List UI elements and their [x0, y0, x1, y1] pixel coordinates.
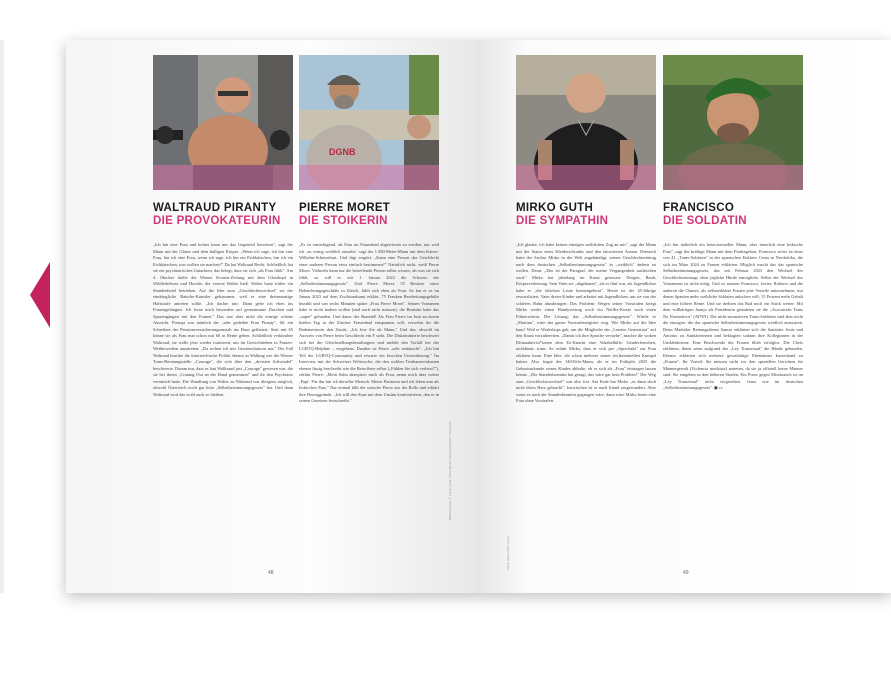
name-heading-waltraud [153, 202, 313, 228]
portrait-photo-mirko [516, 55, 656, 190]
body-text-francisco: „Ich bin äußerlich ein heterosexueller Mann, aber innerlich eine lesbische Frau", sagt der kräftige Mann mit dem Fünftagebart. Francisco zeiter ist einer von 41 „Trans-Soldaten" in der spanischen Enklave Ceuta in Nordafrika, die sich im März 2024 zu Frauen erklärten. Möglich macht das das spanische Selbstbestimmungsgesetz, das seit Februar 2023 den Wechsel des Geschlechtseintrags ohne jegliche Hürde ermöglicht. Selbst der Wechsel des Vornamens ist nicht nötig. Und so nutzten Francisco, Javier, Roberto und die anderen die Chance, als selbsterklärte Frauen jene Vorteile mitzunehmen, mit denen Spanien mehr weibliche Soldaten anlocken will: 15 Prozent mehr Gehalt und eine höhere Rente. Und sie drehten das Rad noch ein Stück weiter: Mit dem vollbärtigen Juanjo als Präsidentin gründeten sie die „Asociación Trans No Normativos" (ATNN). Die nicht-normativen Trans-Soldaten sind aber nicht die einzigen, die das spanische Selbstbestimmungsgesetz weidlich ausnutzen. Beim Madrider Rettungsdienst Samur erklärten sich die Sanitäter Jesús und Antonio zu Sanitäterinnen und beklagten sodann ihre Kolleginnen in der Umkleidezone. Eine Beschwerde der Frauen blieb erfolglos. Die Chefs erklärten, ihnen seien aufgrund des „Ley Transexual" die Hände gebunden. Ebenso erklärten sich mehrere gewalttätige Ehemänner kurzerhand zu „Frauen". Ihr Vorteil: Sie müssen nicht vor den speziellen Gerichten für Männergewalt (Violencia machista) antreten, da sie ja offiziell keine Männer sind. Sie entgehen so den höheren Strafen. Ein Posse gegen Missbrauch ist im „Ley Transexual" nicht vorgesehen. Ganz wie im deutschen „Selbstbestimmungsgesetz". ◼ cc [663, 242, 803, 390]
person-role: DIE PROVOKATEURIN [153, 215, 281, 227]
magazine-spread [66, 40, 891, 593]
svg-text:DGNB: DGNB [329, 147, 356, 157]
portrait-photo-waltraud [153, 55, 293, 190]
name-heading-francisco [663, 202, 823, 228]
person-role: DIE SOLDATIN [663, 215, 747, 227]
person-name: MIRKO GUTH [516, 202, 594, 214]
person-name: PIERRE MORET [299, 202, 391, 214]
name-heading-pierre [299, 202, 459, 228]
previous-page-arrow[interactable] [30, 262, 50, 328]
person-name: FRANCISCO [663, 202, 735, 214]
photo-credit-left: Bildnachweise: © Fotos: privat, Pierre Moret / Gian Ehrenzeller / Keystone [448, 421, 452, 520]
page-number-right: 49 [683, 570, 689, 576]
body-text-waltraud: „Ich bin eine Frau und keiner kann mir das Gegenteil beweisen", sagt der Mann mit der Glatze und dem bulligen Körper. „Wenn ich sage, ich bin eine Frau, bin ich eine Frau, wenn ich sage, ich bin ein Eichkätzchen, bin ich ein Eichkätzchen, was wollen sie machen?" Da hat Waltraud Recht. Schließlich hat sie ein psychiatrisches Gutachten, das belegt, dass sie sich „als Frau fühlt". Am 4. Oktober titelte die Wiener Kronen-Zeitung mit dem Glotzkopf in Wildlederhose und Hoodie, der vorerst Walter hieß. Walter hatte früher ein Stundenhotel betrieben. Auf die Idee zum „Geschlechtswechsel" sei der eindringliche Ratsche-Künstler gekommen, weil er eine dreimonatige Haftstrafe antreten sollte. „Ich dachte mir: Dann gehe ich eben ins Frauengefängnis. Ich freue mich besonders auf gemeinsame Duschen und Spaziergängen mit den Frauen." Das war aber nicht die einzige schöne Aussicht. Prompt war nämlich der „sehr gedeihte Frau Piranty", 60, ein Schreiben der Pensionsversicherungsanstalt ins Haus geflattert: Statt mit 65 könne sie als Frau nun schon mit 60 in Rente gehen. Schließlich verkündete Waltraud, sie wolle jetzt wieder trainieren, um im Gewichtheben in Frauen-Wettbewerben anzutreten: „Da rechne ich mir Gewinnchancen aus." Der Fall Waltraud brachte die österreichische Politik ebenso in Wallung wie die Wiener Trans-Beratungsstelle „Courage", die sich über den „dreisten Schwindel" beschwerte. Dumm nur, dass es laut Walltraud just „Courage" gewesen war, die sie bei ihrem „Coming Out an der Hand genommen" und ihr den Psychiater vermittelt hatte. Die Wandlung von Walter zu Waltraud war übrigens möglich, obwohl Österreich noch gar kein „Selbstbestimmungsgesetz" hat. Und dann Waltraud wird das wohl auch so bleiben. [153, 242, 293, 397]
previous-page-edge [0, 40, 4, 593]
right-page [478, 40, 891, 593]
portrait-photo-pierre [299, 55, 439, 190]
page-number-left: 48 [268, 570, 274, 576]
person-name: WALTRAUD PIRANTY [153, 202, 277, 214]
body-text-mirko: „Ich glaube, ich habe keinen einzigen weiblichen Zug an mir", sagt der Mann mit der Statur eines Kleiderschranks und den tätowierten Armen. Dennoch hatte der Sachse Mirko in der Welt angekündigt, seinen Geschlechtseintrag nach dem deutschen „Selbstbestimmungsgesetz" in „weiblich" ändern zu wollen. Denn: „Das ist der Paragraf, der meine Vergangenheit auslöschen wird." Mirko hat jahrelang im Knast gesessen: Drogen, Raub, Körperverletzung. Sein Vater sei „abgehauen", als er fünf war, als Jugendlicher habe er „die falschen Leute kennengelernt". Heute ist der 45-Jährige resozialisiert, Vater dreier Kinder und arbeitet mit Jugendlichen, um sie von der schiefen Bahn abzubringen. Das Problem: Wegen seiner Vorstrafen kriegt Mirko weder einen Handyvertrag noch ein Netflix-Konto noch einen Führerschein. Die Lösung: das „Selbstbestimmungsgesetz". Würde er „Martina", wäre das ganze Vorstrafenregister weg. Wie Mirko auf die Idee kam? Weil er Workshops gab, um die Mitglieder der „Letzten Generation" auf den Knast vorzubereiten. „Damit ich ihre Sprache verstehe", machte die woken Klimaaktivist*innen dem Ex-Knacki eine Vokabelhilfe: Genderfernchen, nichtbinär, trans. So erfuhr Mirko, dass er sich per „Sprechakt" zur Frau erklären kann. Eine Idee, die schon mehrere seiner (ex)kriminellen Kumpel hatten. Also fragte der 140-Kilo-Mann, als er im Frühjahr 2025 die Geburtsurkunde seines Kindes abholte, ob er sich als „Frau" eintragen lassen könne. „Die Standesbeamtin hat gesagt, das wäre gar kein Problem!" Der Weg zum „Geschlechtswechsel" war also frei. Am Ende hat Mirko „es dann doch nicht übers Herz gebracht". Inzwischen ist er nach Irland ausgewandert. Aber wenn es nach der Standesbeamtin gegangen wäre, dann wäre Mirko heute eine Frau ohne Vorstrafen. [516, 242, 656, 403]
person-role: DIE STOIKERIN [299, 215, 388, 227]
left-page [66, 40, 478, 593]
person-role: DIE SYMPATHIN [516, 215, 609, 227]
body-text-pierre: „Es ist erniedrigend, als Frau im Frauenbad abgewiesen zu werden, nur weil ich ‚zu wenig weiblich aussehe', sagt der 1.500-Meter-Mann mit dem Kaiser-Wilhelm-Schnurrbart. Und fügt empört: „Kann eine Person das Geschlecht einer anderen Person etwa einfach bestimmen?" Natürlich nicht, weiß Pierre Moret. Vielmehr kann nur die betreffende Person selbst wissen, als was sie sich fühlt, so will es seit 1. Januar 2022 die Schweiz der „Selbstbestimmungsgesetz". Und Pierre Moret, 55 Besitzer eines Beleuchtungsgeschäfts in Zürich, fühlt sich eben als Frau. So hat er es im Januar 2023 auf dem Zivilstandsamt erklärt, 75 Franken Bearbeitungsgebühr bezahlt und war sechs Minuten später „Frau Pierre Moret". Seinen Vornamen habe er nicht ändern wollen (und auch nicht müssen), die Beamtin habe das „super" gefunden. Und dann: der Skandal! Als Frau Pierre im Juni an einem heißen Tag in der Zürcher Frauenbad entspannen will, verwehrt ihr die Bademeisterin den Zutritt. „Ich lese Sie als Mann." Und das, obwohl im Ausweis von Pierre beim Geschlecht ein F steht. Die Diskriminierte beschwert sich bei der Gleichstellungsbeauftragten und meldet den Vorfall bei der LGBTQ-Helpline – vergebens. Daraber ist Pierre „sehr enttäuscht". „Ich bin Teil der LGBTQ-Community und erwarte ein bisschen Unterstützung." Im Interview mit der Schweizer Weltwoche, die den wohlen Textbausteinkasten ebenso lässig beschreibt wie die Betroffene selbst („Fühlen Sie sich verletzt?"), erklärt Pierre: „Mein Sohn akzeptiert mich als Frau, nennt mich aber weiter ‚Papi'. Für ihn bin ich derselbe Mensch. Meine Partnerin und ich leben nun als lesbisches Paar." Nur einmal fällt die stoische Pierre aus der Rolle und erklärt ihre Beweggründe: „Ich will den Staat mit dem Unsinn konfrontieren, den er in seinen Gesetzen festschreibt." [299, 242, 439, 403]
name-heading-mirko [516, 202, 676, 228]
photo-credit-right: Fotos: Mirko Guth / privat [506, 536, 510, 570]
portrait-photo-francisco [663, 55, 803, 190]
